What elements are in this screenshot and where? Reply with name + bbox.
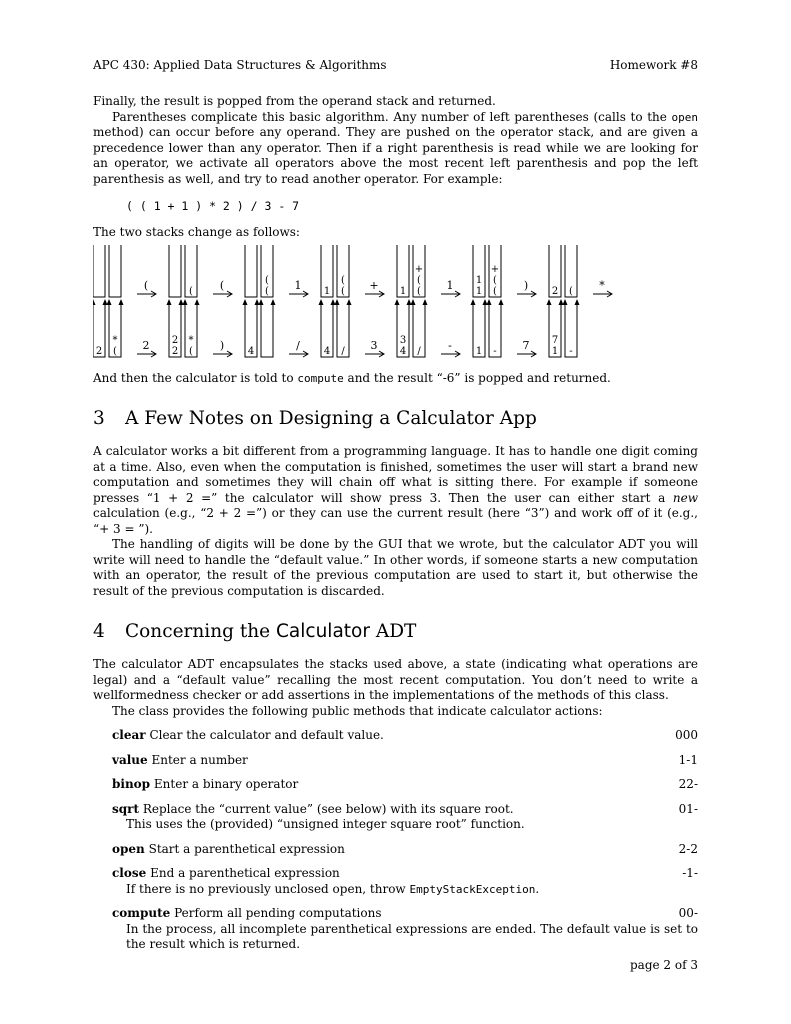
- operand-stack-item: 3: [399, 334, 407, 346]
- operand-stack-item: 1: [399, 285, 407, 297]
- operator-stack-outline: [109, 245, 121, 297]
- method-clear: [112, 728, 698, 744]
- operand-stack-arrowhead: [471, 299, 476, 305]
- operand-stack-item: 1: [475, 345, 483, 357]
- operator-stack-item: -: [569, 345, 573, 357]
- operator-stack-arrowhead: [575, 299, 580, 305]
- section-4-class-name: Calculator: [276, 621, 370, 642]
- assignment-title: Homework #8: [609, 58, 698, 72]
- method-name: open: [112, 841, 145, 856]
- operator-stack-item: +: [490, 263, 500, 275]
- page-number: page 2 of 3: [630, 958, 698, 972]
- operator-stack-item: (: [189, 345, 193, 357]
- method-value: [112, 753, 698, 769]
- operand-stack-outline: [245, 245, 257, 297]
- operand-stack-item: 2: [551, 285, 559, 297]
- operator-stack-item: *: [112, 334, 118, 346]
- transition-token: (: [219, 278, 225, 292]
- method-description: Start a parenthetical expression: [148, 841, 345, 856]
- operator-stack-arrowhead: [107, 299, 112, 305]
- operator-stack-item: +: [414, 263, 424, 275]
- operator-stack-item: (: [493, 285, 497, 297]
- operator-stack-item: *: [188, 334, 194, 346]
- operand-stack-item: 2: [95, 345, 103, 357]
- running-header: [93, 58, 698, 72]
- method-description: End a parenthetical expression: [150, 866, 340, 880]
- transition-token: (: [143, 278, 149, 292]
- transition-token: 2: [142, 338, 150, 352]
- operator-stack-item: (: [341, 285, 345, 297]
- operand-stack-outline: [169, 245, 181, 297]
- method-state-code: 22-: [678, 777, 698, 791]
- after-stacks-paragraph: And then the calculator is told to compute and the result “-6” is popped and returned.: [93, 370, 611, 385]
- operand-stack-item: 4: [399, 345, 407, 357]
- section-4-paragraph-1: The calculator ADT encapsulates the stacks used above, a state (indicating what operations are legal) and a “default value” recalling the most recent computation. You don’t need to write a wellformedness checker or add assertions in the implementations of the methods of this class.: [93, 657, 698, 702]
- transition-token: 3: [370, 338, 378, 352]
- transition-token: ): [523, 278, 529, 292]
- operator-stack-arrowhead: [411, 299, 416, 305]
- operand-stack-arrowhead: [407, 299, 412, 305]
- method-close: [112, 866, 698, 882]
- section-4-number: 4: [93, 621, 105, 642]
- operator-stack-arrowhead: [335, 299, 340, 305]
- stack-diagram: [93, 245, 698, 365]
- operator-stack-arrowhead: [563, 299, 568, 305]
- method-name: value: [112, 752, 148, 767]
- method-state-code: 1-1: [678, 752, 698, 767]
- operator-stack-arrowhead: [499, 299, 504, 305]
- section-3-heading: [93, 408, 698, 430]
- section-3-title: A Few Notes on Designing a Calculator App: [125, 408, 537, 429]
- operand-stack-arrowhead: [103, 299, 108, 305]
- operator-stack-item: (: [265, 274, 269, 286]
- operator-stack-item: (: [493, 274, 497, 286]
- operand-stack-arrowhead: [255, 299, 260, 305]
- transition-token: +: [369, 278, 379, 292]
- operator-stack-arrowhead: [487, 299, 492, 305]
- operator-stack-arrowhead: [183, 299, 188, 305]
- operator-stack-item: (: [417, 274, 421, 286]
- operand-stack-item: 4: [323, 345, 331, 357]
- operand-stack-item: 1: [475, 285, 483, 297]
- operator-stack-item: (: [113, 345, 117, 357]
- method-note: In the process, all incomplete parenthetical expressions are ended. The default value is set to the result which is returned.: [126, 921, 698, 951]
- operator-stack-arrowhead: [423, 299, 428, 305]
- operand-stack-arrowhead: [243, 299, 248, 305]
- operator-stack-item: (: [189, 285, 193, 297]
- operator-stack-item: /: [417, 345, 421, 357]
- section-4-paragraph-2: The class provides the following public methods that indicate calculator actions:: [112, 703, 603, 718]
- intro-paragraph-1: Finally, the result is popped from the operand stack and returned.: [93, 94, 496, 108]
- method-description: Enter a binary operator: [153, 777, 299, 791]
- intro-paragraph-2: Parentheses complicate this basic algorithm. Any number of left parentheses (calls to the open method) can occur before any operand. They are pushed on the operator stack, and are given a precedence lower than any operator. Then if a right parenthesis is read while we are looking for an operator, we activate all operators above the most recent left parenthesis and pop the left parenthesis as well, and try to read another operator. For example:: [93, 109, 698, 186]
- section-3-paragraph-1: A calculator works a bit different from a programming language. It has to handle one digit coming at a time. Also, even when the computation is finished, sometimes the user will start a brand new computation and sometimes they will chain off what is sitting there. For example if someone presses “1 + 2 =” the calculator will show press 3. Then the user can either start a new calculation (e.g., “2 + 2 =”) or they can use the current result (here “3”) and work off of it (e.g., “+ 3 = ”).: [93, 444, 698, 536]
- operand-stack-arrowhead: [167, 299, 172, 305]
- operator-stack-arrowhead: [195, 299, 200, 305]
- method-description: Clear the calculator and default value.: [149, 728, 384, 742]
- operand-stack-item: 4: [247, 345, 255, 357]
- method-state-code: -1-: [682, 866, 698, 880]
- method-description: Perform all pending computations: [174, 906, 382, 920]
- section-4-heading: [93, 621, 698, 643]
- method-name: sqrt: [112, 801, 140, 816]
- operator-stack-arrowhead: [347, 299, 352, 305]
- transition-token: 7: [522, 338, 530, 352]
- stack-diagram-svg: [93, 245, 698, 365]
- transition-token: /: [296, 338, 300, 352]
- operand-stack-arrowhead: [547, 299, 552, 305]
- operand-stack-arrowhead: [179, 299, 184, 305]
- operand-stack-arrowhead: [483, 299, 488, 305]
- section-4-title-pre: Concerning the: [125, 621, 277, 642]
- method-note: This uses the (provided) “unsigned integer square root” function.: [126, 817, 525, 831]
- operand-stack-item: 2: [171, 334, 179, 346]
- operand-stack-arrowhead: [93, 299, 96, 305]
- transition-token: *: [599, 278, 605, 292]
- method-state-code: 01-: [678, 801, 698, 816]
- operator-stack-item: (: [569, 285, 573, 297]
- operand-stack-arrowhead: [559, 299, 564, 305]
- method-binop: [112, 777, 698, 793]
- method-state-code: 00-: [678, 906, 698, 920]
- operand-stack-arrowhead: [331, 299, 336, 305]
- operator-stack-item: (: [417, 285, 421, 297]
- operator-stack-outline: [261, 305, 273, 357]
- operand-stack-arrowhead: [319, 299, 324, 305]
- method-description: Replace the “current value” (see below) with its square root.: [142, 801, 514, 816]
- example-expression: ( ( 1 + 1 ) * 2 ) / 3 - 7: [126, 199, 300, 213]
- method-name: clear: [112, 728, 146, 742]
- operator-stack-arrowhead: [119, 299, 124, 305]
- operand-stack-outline: [93, 245, 105, 297]
- document-page: [93, 58, 698, 953]
- operator-stack-arrowhead: [259, 299, 264, 305]
- method-name: compute: [112, 906, 171, 920]
- operator-stack-item: /: [341, 345, 345, 357]
- method-open: [112, 842, 698, 858]
- operand-stack-arrowhead: [395, 299, 400, 305]
- operand-stack-item: 1: [323, 285, 331, 297]
- operand-stack-item: 1: [475, 274, 483, 286]
- method-state-code: 000: [675, 728, 698, 742]
- method-note: If there is no previously unclosed open, throw EmptyStackException.: [126, 881, 540, 896]
- transition-token: ): [219, 338, 225, 352]
- operator-stack-item: -: [493, 345, 497, 357]
- operator-stack-item: (: [265, 285, 269, 297]
- transition-token: 1: [446, 278, 454, 292]
- section-4-title-post: ADT: [369, 621, 417, 642]
- method-sqrt: [112, 802, 698, 818]
- operand-stack-item: 7: [551, 334, 559, 346]
- method-description: Enter a number: [151, 752, 248, 767]
- section-3-paragraph-2: The handling of digits will be done by the GUI that we wrote, but the calculator ADT you will write will need to handle the “default value.” In other words, if someone starts a new computation with an operator, the result of the previous computation are used to start it, but otherwise the result of the previous computation is discarded.: [93, 537, 698, 598]
- operator-stack-item: (: [341, 274, 345, 286]
- transition-token: -: [448, 338, 452, 352]
- method-compute: [112, 906, 698, 922]
- section-3-number: 3: [93, 408, 105, 429]
- method-state-code: 2-2: [678, 841, 698, 856]
- transition-token: 1: [294, 278, 302, 292]
- course-title: APC 430: Applied Data Structures & Algorithms: [93, 58, 387, 72]
- operand-stack-item: 2: [171, 345, 179, 357]
- method-list: [93, 728, 698, 953]
- method-name: close: [112, 866, 147, 880]
- method-name: binop: [112, 777, 151, 791]
- stacks-intro: The two stacks change as follows:: [93, 225, 300, 239]
- operand-stack-item: 1: [551, 345, 559, 357]
- operator-stack-arrowhead: [271, 299, 276, 305]
